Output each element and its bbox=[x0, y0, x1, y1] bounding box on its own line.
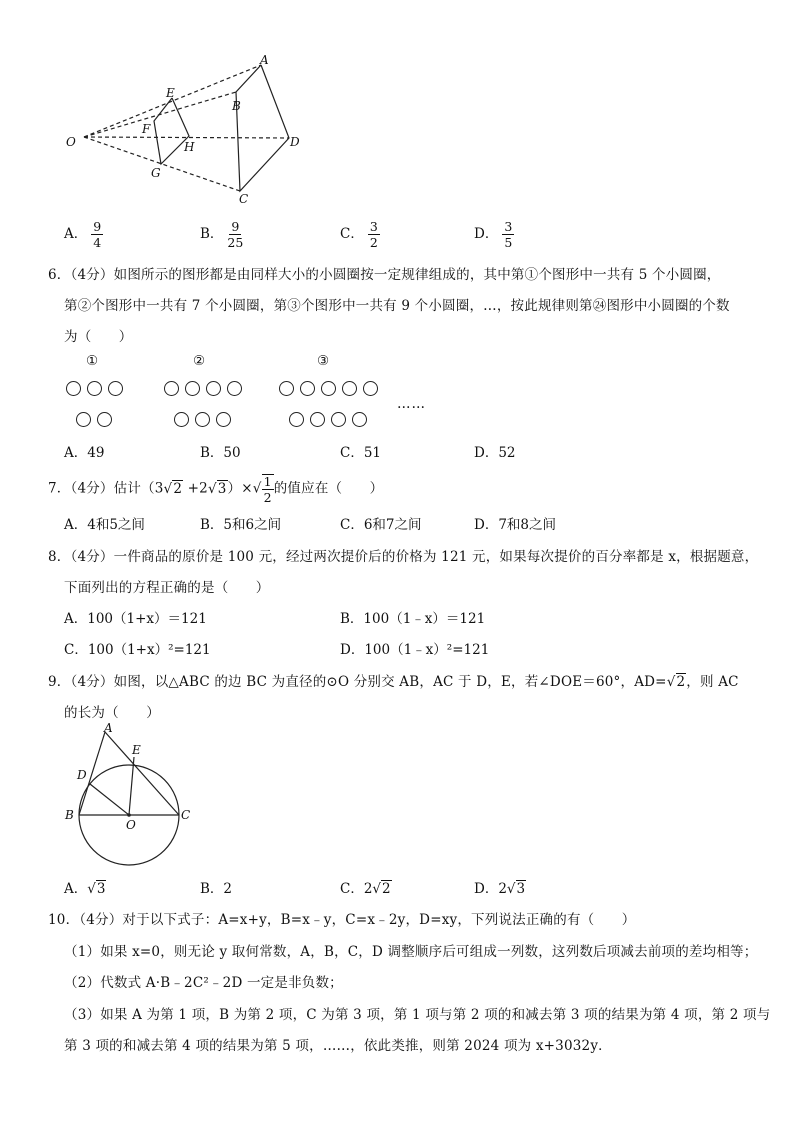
q5-option-a[interactable]: A． $\frac{9}{4}$ bbox=[64, 219, 102, 251]
fig9-label-D: D bbox=[77, 768, 87, 782]
fig9-label-B: B bbox=[65, 808, 74, 822]
fig9-label-E: E bbox=[132, 743, 141, 757]
q6-ellipsis: …… bbox=[397, 396, 426, 412]
q8-option-a[interactable]: A．100（1+x）＝121 bbox=[64, 611, 207, 627]
q7-stem: 7．（4分）估计（3√2 +2√3）×√ $\frac{1}{2}$ 的值应在（ ） bbox=[48, 474, 384, 506]
q6-fig-label-1: ① bbox=[86, 353, 99, 369]
fig5-label-E: E bbox=[166, 86, 175, 100]
q6-figure-2-row2 bbox=[174, 411, 237, 427]
q6-line3: 为（ ） bbox=[64, 329, 133, 345]
fig5-label-C: C bbox=[239, 192, 249, 206]
q6-option-b[interactable]: B．50 bbox=[200, 445, 241, 461]
q8-option-c[interactable]: C．100（1+x）²=121 bbox=[64, 642, 211, 658]
q5-option-b[interactable]: B． $\frac{9}{25}$ bbox=[200, 219, 244, 251]
q10-line3: （2）代数式 A·B﹣2C²﹣2D 一定是非负数； bbox=[64, 975, 343, 991]
q9-option-a[interactable]: A．√3 bbox=[64, 881, 106, 897]
q6-figure-1-row1 bbox=[66, 380, 129, 396]
q5-option-d[interactable]: D． $\frac{3}{5}$ bbox=[474, 219, 513, 251]
q6-figure-3-row2 bbox=[289, 411, 373, 427]
fig5-label-B: B bbox=[232, 99, 241, 113]
q7-option-b[interactable]: B．5和6之间 bbox=[200, 517, 282, 533]
q6-line1: 6．（4分）如图所示的图形都是由同样大小的小圆圈按一定规律组成的，其中第①个图形中一共有 5 个小圆圈， bbox=[48, 267, 721, 283]
q5-b-fraction: $\frac{9}{25}$ bbox=[227, 219, 244, 251]
q9-line2: 的长为（ ） bbox=[64, 705, 160, 721]
fig5-label-O: O bbox=[66, 135, 76, 149]
q9-option-c[interactable]: C．2√2 bbox=[340, 881, 391, 897]
fig5-label-D: D bbox=[290, 135, 300, 149]
q6-fig-label-3: ③ bbox=[317, 353, 330, 369]
q6-option-c[interactable]: C．51 bbox=[340, 445, 382, 461]
fig5-label-G: G bbox=[151, 166, 161, 180]
q5-d-fraction: $\frac{3}{5}$ bbox=[504, 219, 513, 251]
q6-option-a[interactable]: A．49 bbox=[64, 445, 105, 461]
fig9-label-O: O bbox=[126, 818, 136, 832]
q7-option-d[interactable]: D．7和8之间 bbox=[474, 517, 557, 533]
q10-line1: 10．（4分）对于以下式子：A=x+y，B=x﹣y，C=x﹣2y，D=xy，下列说法正确的有（ ） bbox=[48, 912, 636, 928]
q6-fig-label-2: ② bbox=[193, 353, 206, 369]
q9-option-b[interactable]: B．2 bbox=[200, 881, 233, 897]
fig9-label-C: C bbox=[181, 808, 191, 822]
q8-option-b[interactable]: B．100（1﹣x）＝121 bbox=[340, 611, 486, 627]
q10-line5: 第 3 项的和减去第 4 项的结果为第 5 项，……，依此类推，则第 2024 项为 x+3032y． bbox=[64, 1038, 612, 1054]
q9-option-d[interactable]: D．2√3 bbox=[474, 881, 526, 897]
q10-line2: （1）如果 x=0，则无论 y 取何常数，A，B，C，D 调整顺序后可组成一列数，这列数后项减去前项的差均相等； bbox=[64, 944, 758, 960]
q6-figure-1-row2 bbox=[76, 411, 118, 427]
q6-figure-2-row1 bbox=[164, 380, 248, 396]
fig5-label-A: A bbox=[260, 53, 269, 67]
q5-a-fraction: $\frac{9}{4}$ bbox=[93, 219, 102, 251]
q6-option-d[interactable]: D．52 bbox=[474, 445, 516, 461]
q5-figure bbox=[60, 52, 310, 212]
q8-line2: 下面列出的方程正确的是（ ） bbox=[64, 580, 270, 596]
fig9-label-A: A bbox=[104, 722, 113, 735]
q7-option-c[interactable]: C．6和7之间 bbox=[340, 517, 422, 533]
fig5-label-F: F bbox=[142, 122, 151, 136]
q7-option-a[interactable]: A．4和5之间 bbox=[64, 517, 145, 533]
q8-line1: 8．（4分）一件商品的原价是 100 元，经过两次提价后的价格为 121 元，如果每次提价的百分率都是 x，根据题意， bbox=[48, 549, 759, 565]
q5-option-c[interactable]: C． $\frac{3}{2}$ bbox=[340, 219, 378, 251]
q9-figure bbox=[60, 722, 200, 867]
q5-c-fraction: $\frac{3}{2}$ bbox=[369, 219, 378, 251]
q10-line4: （3）如果 A 为第 1 项，B 为第 2 项，C 为第 3 项，第 1 项与第 2 项的和减去第 3 项的结果为第 4 项，第 2 项与 bbox=[64, 1007, 771, 1023]
q8-option-d[interactable]: D．100（1﹣x）²=121 bbox=[340, 642, 490, 658]
q9-line1: 9．（4分）如图，以△ABC 的边 BC 为直径的⊙O 分别交 AB，AC 于 D，E，若∠DOE＝60°，AD=√2，则 AC bbox=[48, 674, 739, 690]
q6-figure-3-row1 bbox=[279, 380, 384, 396]
q6-line2: 第②个图形中一共有 7 个小圆圈，第③个图形中一共有 9 个小圆圈，…，按此规律则第㉔图形中小圆圈的个数 bbox=[64, 298, 730, 314]
fig5-label-H: H bbox=[184, 140, 195, 154]
